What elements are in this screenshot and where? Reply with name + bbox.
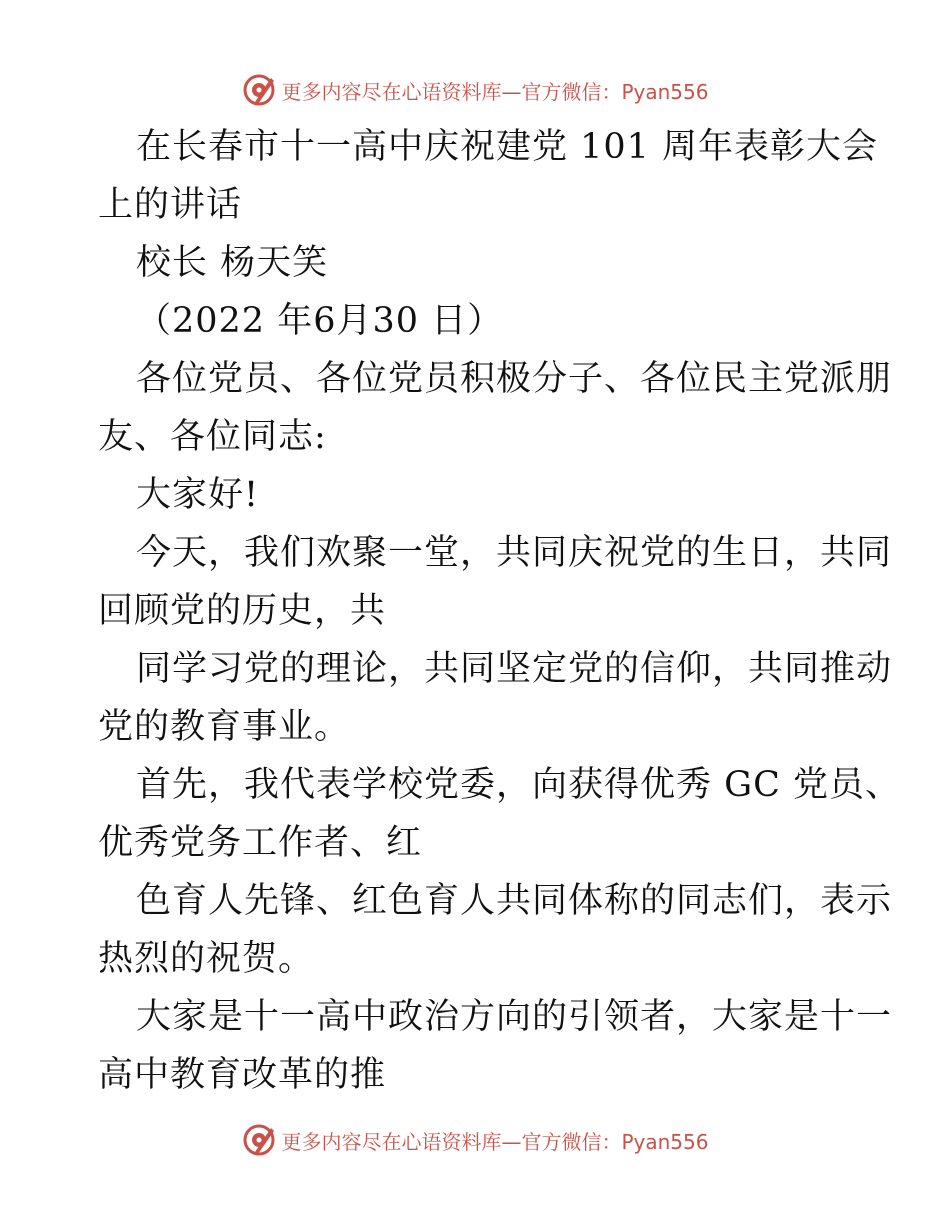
salutation-line-2: 友、各位同志: bbox=[98, 417, 327, 457]
date-line: （2022 年6月30 日） bbox=[136, 301, 504, 341]
watermark-banner-top bbox=[0, 70, 950, 110]
paragraph-2-line-2: 党的教育事业。 bbox=[98, 707, 351, 747]
title-line-2: 上的讲话 bbox=[98, 185, 243, 225]
watermark-text: 更多内容尽在心语资料库—官方微信：Pyan556 bbox=[281, 79, 709, 104]
pen-logo-icon bbox=[241, 1122, 277, 1158]
watermark-banner-bottom bbox=[0, 1120, 950, 1160]
paragraph-4-line-2: 热烈的祝贺。 bbox=[98, 939, 315, 979]
greeting-line: 大家好! bbox=[136, 475, 260, 515]
pen-logo-icon bbox=[241, 72, 277, 108]
paragraph-4-line-1: 色育人先锋、红色育人共同体称的同志们，表示 bbox=[136, 881, 893, 921]
document-body bbox=[98, 118, 901, 1104]
paragraph-2-line-1: 同学习党的理论，共同坚定党的信仰，共同推动 bbox=[136, 649, 893, 689]
paragraph-5-line-2: 高中教育改革的推 bbox=[98, 1055, 387, 1095]
salutation-line-1: 各位党员、各位党员积极分子、各位民主党派朋 bbox=[136, 359, 893, 399]
title-line-1: 在长春市十一高中庆祝建党 101 周年表彰大会 bbox=[136, 127, 879, 167]
paragraph-1-line-2: 回顾党的历史，共 bbox=[98, 591, 387, 631]
paragraph-5-line-1: 大家是十一高中政治方向的引领者，大家是十一 bbox=[136, 997, 893, 1037]
author-line: 校长 杨天笑 bbox=[136, 243, 329, 283]
paragraph-1-line-1: 今天，我们欢聚一堂，共同庆祝党的生日，共同 bbox=[136, 533, 893, 573]
paragraph-3-line-2: 优秀党务工作者、红 bbox=[98, 823, 423, 863]
watermark-text: 更多内容尽在心语资料库—官方微信：Pyan556 bbox=[281, 1129, 709, 1154]
paragraph-3-line-1: 首先，我代表学校党委，向获得优秀 GC 党员、 bbox=[136, 765, 901, 805]
